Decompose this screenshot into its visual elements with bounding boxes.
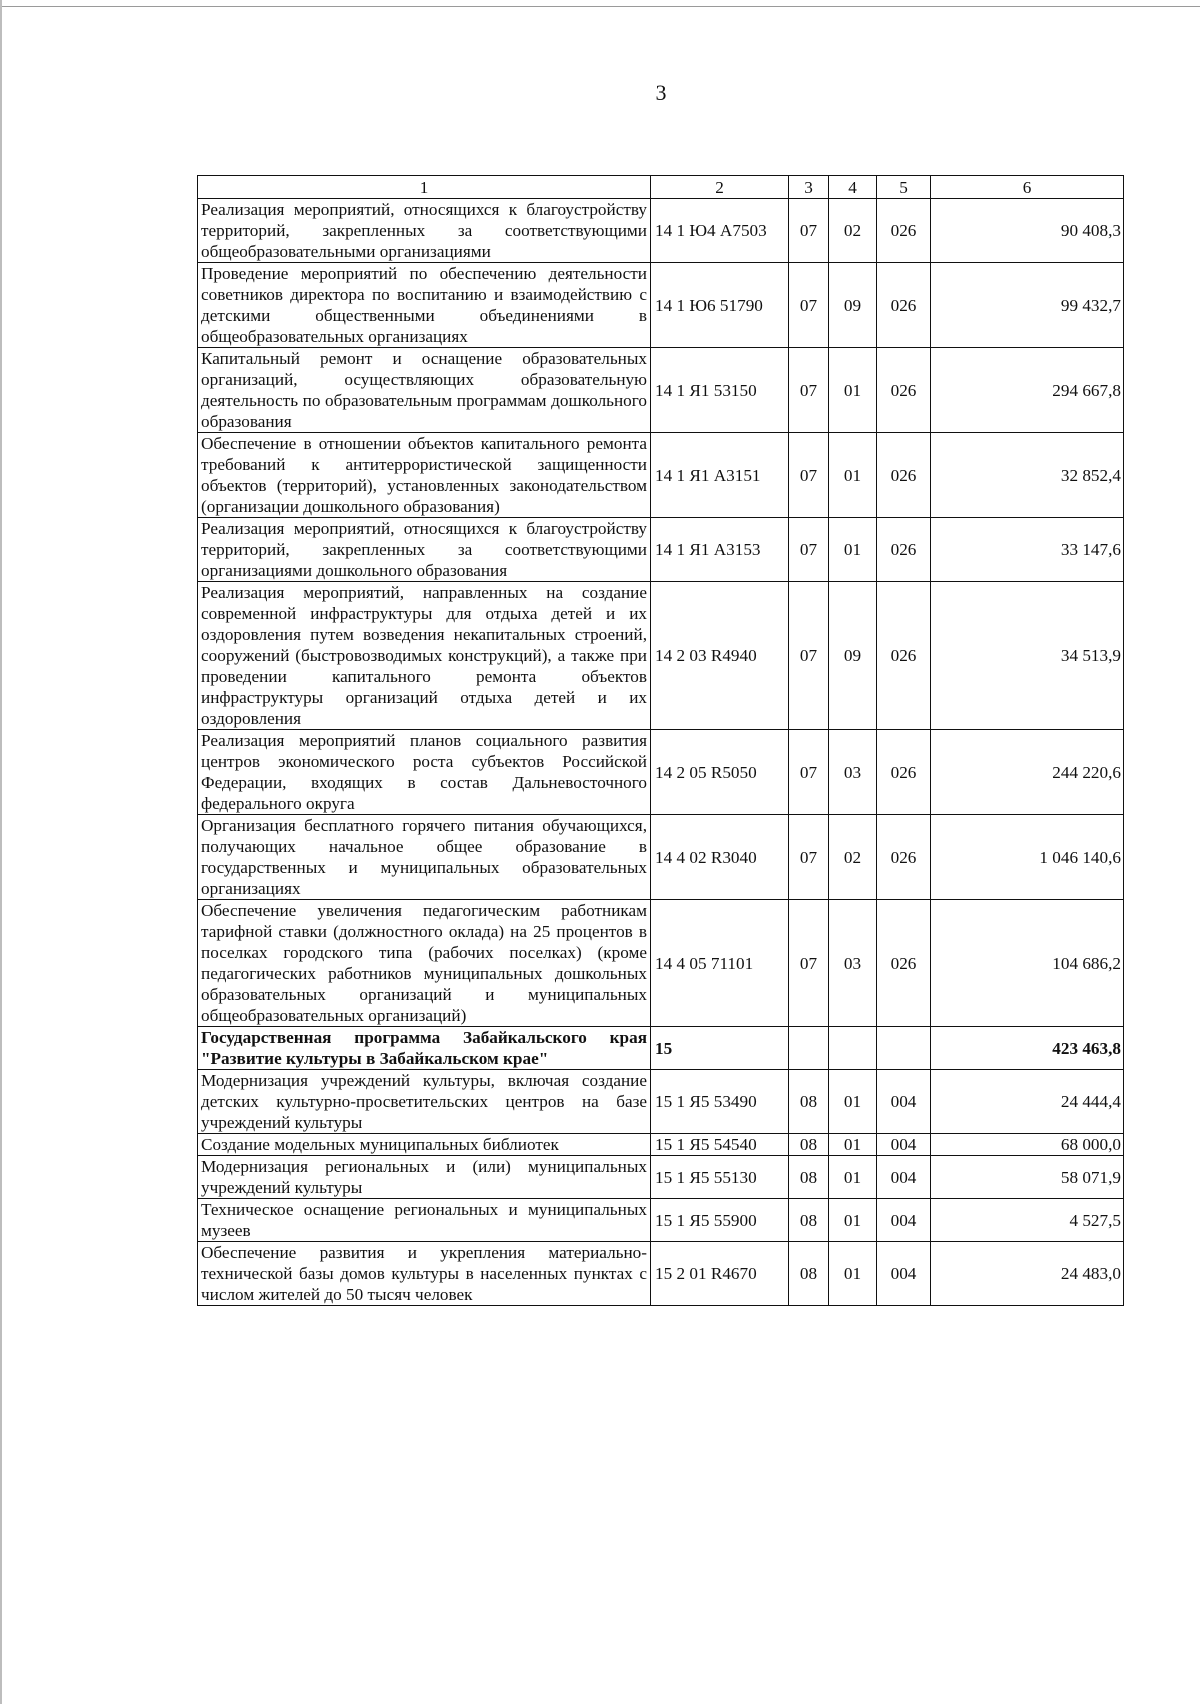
- subsection-cell: 01: [829, 1134, 877, 1156]
- admin-code-cell: 026: [877, 730, 931, 815]
- item-name-cell: Создание модельных муниципальных библиотек: [198, 1134, 651, 1156]
- subsection-cell: 09: [829, 263, 877, 348]
- subsection-cell: 01: [829, 1070, 877, 1134]
- item-name-cell: Техническое оснащение региональных и муниципальных музеев: [198, 1199, 651, 1242]
- table-row: [198, 199, 1124, 263]
- code-cell: 14 4 02 R3040: [651, 815, 789, 900]
- section-cell: 07: [789, 900, 829, 1027]
- admin-code-cell: 026: [877, 582, 931, 730]
- table-header-row: [198, 176, 1124, 199]
- section-cell: 07: [789, 815, 829, 900]
- code-cell: 14 1 Ю4 А7503: [651, 199, 789, 263]
- table-row: [198, 518, 1124, 582]
- amount-cell: 99 432,7: [931, 263, 1124, 348]
- item-name-cell: Реализация мероприятий планов социального развития центров экономического роста субъектов Российской Федерации, входящих в состав Дальневосточного федерального округа: [198, 730, 651, 815]
- amount-cell: 68 000,0: [931, 1134, 1124, 1156]
- item-name-cell: Проведение мероприятий по обеспечению деятельности советников директора по воспитанию и взаимодействию с детскими общественными объединениями в общеобразовательных организациях: [198, 263, 651, 348]
- table-row: [198, 730, 1124, 815]
- amount-cell: 58 071,9: [931, 1156, 1124, 1199]
- header-cell-2: 2: [651, 176, 789, 199]
- subsection-cell: 02: [829, 199, 877, 263]
- subsection-cell: 09: [829, 582, 877, 730]
- section-cell: 07: [789, 730, 829, 815]
- amount-cell: 24 483,0: [931, 1242, 1124, 1306]
- section-cell: 08: [789, 1070, 829, 1134]
- scan-edge-top: [0, 0, 1200, 7]
- item-name-cell: Реализация мероприятий, направленных на создание современной инфраструктуры для отдыха детей и их оздоровления путем возведения некапитальных строений, сооружений (быстровозводимых конструкций), а также при проведении капитального ремонта объектов инфраструктуры организаций отдыха детей и их оздоровления: [198, 582, 651, 730]
- subsection-cell: 01: [829, 433, 877, 518]
- section-cell: 07: [789, 348, 829, 433]
- header-cell-6: 6: [931, 176, 1124, 199]
- table-row: [198, 582, 1124, 730]
- table-body: [198, 199, 1124, 1306]
- section-cell: 08: [789, 1156, 829, 1199]
- code-cell: 15 1 Я5 53490: [651, 1070, 789, 1134]
- item-name-cell: Капитальный ремонт и оснащение образовательных организаций, осуществляющих образовательную деятельность по образовательным программам дошкольного образования: [198, 348, 651, 433]
- code-cell: 14 1 Я1 А3151: [651, 433, 789, 518]
- admin-code-cell: 026: [877, 348, 931, 433]
- table-row: [198, 348, 1124, 433]
- admin-code-cell: 026: [877, 900, 931, 1027]
- table-row: [198, 1242, 1124, 1306]
- item-name-cell: Обеспечение в отношении объектов капитального ремонта требований к антитеррористической защищенности объектов (территорий), установленных законодательством (организации дошкольного образования): [198, 433, 651, 518]
- section-cell: 08: [789, 1242, 829, 1306]
- section-cell: 07: [789, 433, 829, 518]
- code-cell: 14 1 Я1 53150: [651, 348, 789, 433]
- item-name-cell: Государственная программа Забайкальского края "Развитие культуры в Забайкальском крае": [198, 1027, 651, 1070]
- header-cell-4: 4: [829, 176, 877, 199]
- item-name-cell: Модернизация учреждений культуры, включая создание детских культурно-просветительских центров на базе учреждений культуры: [198, 1070, 651, 1134]
- admin-code-cell: 004: [877, 1070, 931, 1134]
- admin-code-cell: 004: [877, 1199, 931, 1242]
- table-row: [198, 1156, 1124, 1199]
- table-row: [198, 1070, 1124, 1134]
- subsection-cell: 01: [829, 348, 877, 433]
- section-cell: 07: [789, 263, 829, 348]
- amount-cell: 1 046 140,6: [931, 815, 1124, 900]
- item-name-cell: Реализация мероприятий, относящихся к благоустройству территорий, закрепленных за соответствующими общеобразовательными организациями: [198, 199, 651, 263]
- admin-code-cell: 026: [877, 263, 931, 348]
- code-cell: 14 1 Ю6 51790: [651, 263, 789, 348]
- item-name-cell: Обеспечение увеличения педагогическим работникам тарифной ставки (должностного оклада) на 25 процентов в поселках городского типа (рабочих поселках) (кроме педагогических работников муниципальных дошкольных образовательных организаций и муниципальных общеобразовательных организаций): [198, 900, 651, 1027]
- section-cell: [789, 1027, 829, 1070]
- scan-edge-left: [0, 0, 2, 1704]
- admin-code-cell: 004: [877, 1134, 931, 1156]
- code-cell: 14 4 05 71101: [651, 900, 789, 1027]
- code-cell: 14 1 Я1 А3153: [651, 518, 789, 582]
- admin-code-cell: [877, 1027, 931, 1070]
- code-cell: 14 2 03 R4940: [651, 582, 789, 730]
- admin-code-cell: 026: [877, 518, 931, 582]
- admin-code-cell: 004: [877, 1242, 931, 1306]
- admin-code-cell: 026: [877, 815, 931, 900]
- amount-cell: 90 408,3: [931, 199, 1124, 263]
- amount-cell: 24 444,4: [931, 1070, 1124, 1134]
- section-cell: 08: [789, 1134, 829, 1156]
- amount-cell: 423 463,8: [931, 1027, 1124, 1070]
- code-cell: 15 1 Я5 55130: [651, 1156, 789, 1199]
- table-row: [198, 433, 1124, 518]
- table-row: [198, 263, 1124, 348]
- section-cell: 07: [789, 518, 829, 582]
- program-row: [198, 1027, 1124, 1070]
- subsection-cell: 01: [829, 1156, 877, 1199]
- table-row: [198, 815, 1124, 900]
- subsection-cell: 01: [829, 1242, 877, 1306]
- admin-code-cell: 026: [877, 199, 931, 263]
- amount-cell: 4 527,5: [931, 1199, 1124, 1242]
- code-cell: 15 1 Я5 55900: [651, 1199, 789, 1242]
- item-name-cell: Модернизация региональных и (или) муниципальных учреждений культуры: [198, 1156, 651, 1199]
- subsection-cell: 02: [829, 815, 877, 900]
- amount-cell: 33 147,6: [931, 518, 1124, 582]
- section-cell: 08: [789, 1199, 829, 1242]
- amount-cell: 244 220,6: [931, 730, 1124, 815]
- subsection-cell: 01: [829, 1199, 877, 1242]
- subsection-cell: [829, 1027, 877, 1070]
- admin-code-cell: 026: [877, 433, 931, 518]
- code-cell: 15 2 01 R4670: [651, 1242, 789, 1306]
- header-cell-5: 5: [877, 176, 931, 199]
- header-cell-1: 1: [198, 176, 651, 199]
- section-cell: 07: [789, 199, 829, 263]
- admin-code-cell: 004: [877, 1156, 931, 1199]
- table-row: [198, 900, 1124, 1027]
- amount-cell: 294 667,8: [931, 348, 1124, 433]
- header-cell-3: 3: [789, 176, 829, 199]
- code-cell: 15 1 Я5 54540: [651, 1134, 789, 1156]
- code-cell: 15: [651, 1027, 789, 1070]
- subsection-cell: 01: [829, 518, 877, 582]
- section-cell: 07: [789, 582, 829, 730]
- amount-cell: 32 852,4: [931, 433, 1124, 518]
- budget-table: [197, 175, 1124, 1306]
- item-name-cell: Организация бесплатного горячего питания обучающихся, получающих начальное общее образование в государственных и муниципальных образовательных организациях: [198, 815, 651, 900]
- item-name-cell: Обеспечение развития и укрепления материально-технической базы домов культуры в населенных пунктах с числом жителей до 50 тысяч человек: [198, 1242, 651, 1306]
- table-row: [198, 1134, 1124, 1156]
- page-number: 3: [655, 80, 667, 105]
- code-cell: 14 2 05 R5050: [651, 730, 789, 815]
- amount-cell: 104 686,2: [931, 900, 1124, 1027]
- amount-cell: 34 513,9: [931, 582, 1124, 730]
- table-row: [198, 1199, 1124, 1242]
- item-name-cell: Реализация мероприятий, относящихся к благоустройству территорий, закрепленных за соответствующими организациями дошкольного образования: [198, 518, 651, 582]
- subsection-cell: 03: [829, 730, 877, 815]
- subsection-cell: 03: [829, 900, 877, 1027]
